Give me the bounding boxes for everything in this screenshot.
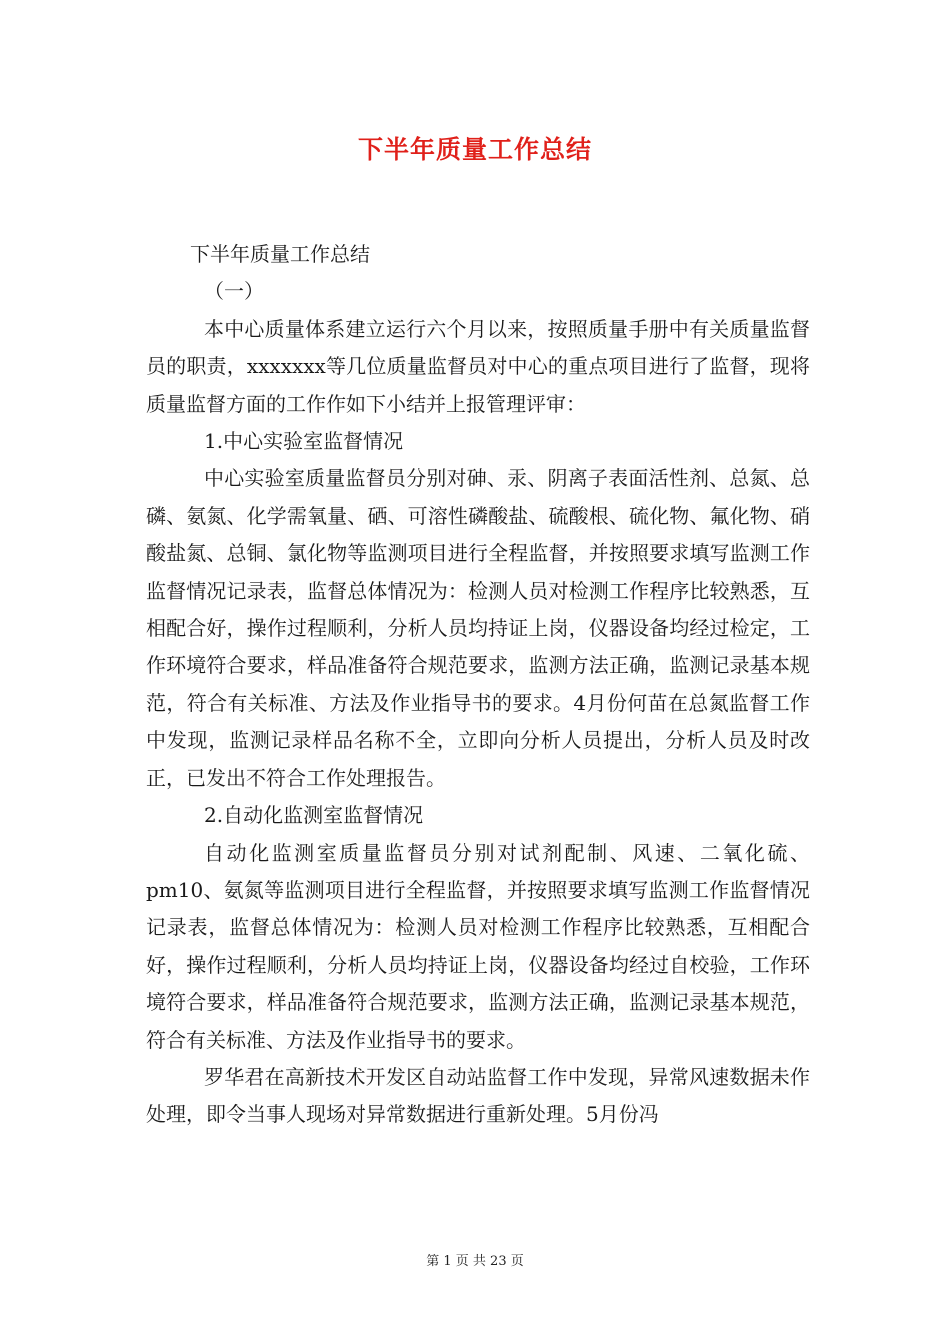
document-body <box>146 236 810 1134</box>
page-footer: 第 1 页 共 23 页 <box>426 1254 524 1269</box>
intro-paragraph: 本中心质量体系建立运行六个月以来，按照质量手册中有关质量监督员的职责，xxxxxxx等几位质量监督员对中心的重点项目进行了监督，现将质量监督方面的工作作如下小结并上报管理评审： <box>146 316 810 416</box>
findings-paragraph: 罗华君在高新技术开发区自动站监督工作中发现，异常风速数据未作处理，即令当事人现场对异常数据进行重新处理。5月份冯 <box>146 1064 810 1127</box>
document-title: 下半年质量工作总结 <box>357 135 592 164</box>
heading-automation-room: 2.自动化监测室监督情况 <box>204 803 424 828</box>
subtitle-paragraph: 下半年质量工作总结 <box>190 242 370 266</box>
section-number-paragraph: （一） <box>204 279 264 304</box>
automation-room-paragraph: 自动化监测室质量监督员分别对试剂配制、风速、二氧化硫、pm10、氨氮等监测项目进行全程监督，并按照要求填写监测工作监督情况记录表，监督总体情况为：检测人员对检测工作程序比较熟悉，互相配合好，操作过程顺利，分析人员均持证上岗，仪器设备均经过自校验，工作环境符合要求，样品准备符合规范要求，监测方法正确，监测记录基本规范，符合有关标准、方法及作业指导书的要求。 <box>146 840 810 1052</box>
central-lab-paragraph: 中心实验室质量监督员分别对砷、汞、阴离子表面活性剂、总氮、总磷、氨氮、化学需氧量、硒、可溶性磷酸盐、硫酸根、硫化物、氟化物、硝酸盐氮、总铜、氯化物等监测项目进行全程监督，并按照要求填写监测工作监督情况记录表，监督总体情况为：检测人员对检测工作程序比较熟悉，互相配合好，操作过程顺利，分析人员均持证上岗，仪器设备均经过检定，工作环境符合要求，样品准备符合规范要求，监测方法正确，监测记录基本规范，符合有关标准、方法及作业指导书的要求。4月份何苗在总氮监督工作中发现，监测记录样品名称不全，立即向分析人员提出，分析人员及时改正，已发出不符合工作处理报告。 <box>146 466 810 790</box>
heading-central-lab: 1.中心实验室监督情况 <box>204 429 404 454</box>
